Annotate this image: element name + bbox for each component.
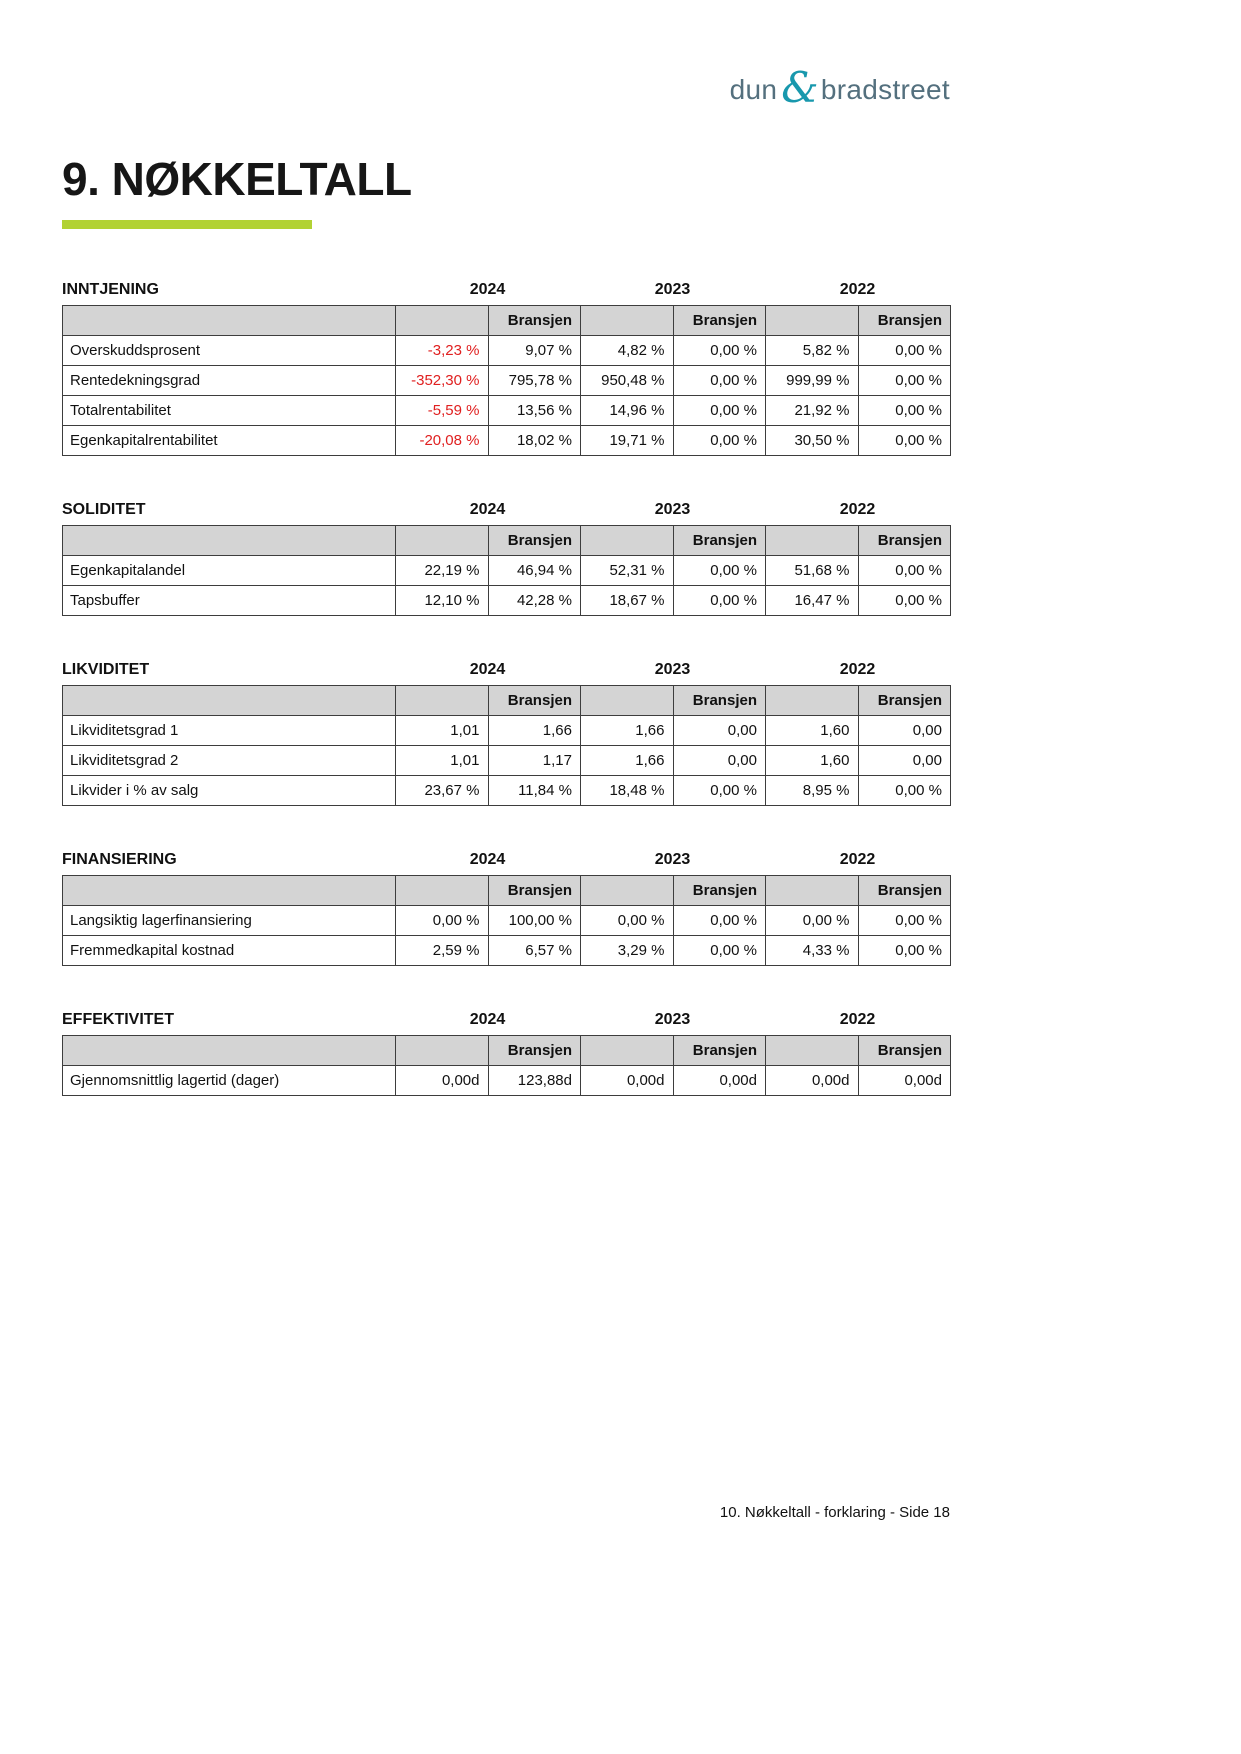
value-cell: 4,33 % <box>766 936 859 966</box>
year-header: 2023 <box>654 501 691 518</box>
bransjen-header-cell: Bransjen <box>858 306 951 336</box>
value-cell: 0,00 % <box>858 586 951 616</box>
value-cell: 18,02 % <box>488 426 581 456</box>
spacer-cell <box>63 526 396 556</box>
spacer-cell <box>396 1036 489 1066</box>
value-cell: 999,99 % <box>766 366 859 396</box>
table-row <box>63 556 951 586</box>
row-label: Totalrentabilitet <box>63 396 396 426</box>
row-label: Likviditetsgrad 2 <box>63 746 396 776</box>
table-row <box>63 716 951 746</box>
value-cell: 0,00 % <box>858 936 951 966</box>
value-cell: 1,01 <box>396 716 489 746</box>
section-title: INNTJENING <box>62 281 159 298</box>
bransjen-header-cell: Bransjen <box>858 876 951 906</box>
value-cell: 0,00 <box>673 746 766 776</box>
year-header: 2024 <box>469 1011 506 1028</box>
value-cell: 22,19 % <box>396 556 489 586</box>
table-row <box>63 906 951 936</box>
value-cell: 23,67 % <box>396 776 489 806</box>
bransjen-header-cell: Bransjen <box>488 1036 581 1066</box>
section-title: LIKVIDITET <box>62 661 150 678</box>
value-cell: 8,95 % <box>766 776 859 806</box>
spacer-cell <box>766 1036 859 1066</box>
year-header: 2023 <box>654 281 691 298</box>
row-label: Tapsbuffer <box>63 586 396 616</box>
value-cell: 11,84 % <box>488 776 581 806</box>
table-header-row <box>63 686 951 716</box>
spacer-cell <box>581 1036 674 1066</box>
logo-row <box>62 0 950 112</box>
value-cell: 1,01 <box>396 746 489 776</box>
table-row <box>63 776 951 806</box>
logo-text-bradstreet: bradstreet <box>820 74 950 105</box>
value-cell: 0,00 % <box>858 906 951 936</box>
kpi-table <box>62 525 951 616</box>
value-cell: -352,30 % <box>396 366 489 396</box>
spacer-cell <box>396 306 489 336</box>
value-cell: 18,67 % <box>581 586 674 616</box>
value-cell: 0,00 % <box>858 556 951 586</box>
bransjen-header-cell: Bransjen <box>673 306 766 336</box>
value-cell: 0,00 % <box>396 906 489 936</box>
value-cell: 0,00 % <box>673 776 766 806</box>
section-effektivitet <box>62 1011 950 1096</box>
row-label: Egenkapitalrentabilitet <box>63 426 396 456</box>
year-header: 2024 <box>469 281 506 298</box>
value-cell: 0,00 % <box>673 556 766 586</box>
spacer-cell <box>766 686 859 716</box>
value-cell: 46,94 % <box>488 556 581 586</box>
spacer-cell <box>581 686 674 716</box>
year-header: 2024 <box>469 501 506 518</box>
bransjen-header-cell: Bransjen <box>673 686 766 716</box>
section-finansiering <box>62 851 950 966</box>
page-footer: 10. Nøkkeltall - forklaring - Side 18 <box>719 1504 950 1521</box>
table-row <box>63 1066 951 1096</box>
row-label: Likviditetsgrad 1 <box>63 716 396 746</box>
value-cell: 1,60 <box>766 746 859 776</box>
kpi-table <box>62 305 951 456</box>
year-header: 2022 <box>839 281 876 298</box>
value-cell: 18,48 % <box>581 776 674 806</box>
year-header: 2022 <box>839 851 876 868</box>
year-header: 2023 <box>654 851 691 868</box>
value-cell: 51,68 % <box>766 556 859 586</box>
table-header-row <box>63 876 951 906</box>
year-header: 2023 <box>654 661 691 678</box>
value-cell: 1,17 <box>488 746 581 776</box>
section-inntjening <box>62 281 950 456</box>
section-title: SOLIDITET <box>62 501 146 518</box>
value-cell: 0,00d <box>858 1066 951 1096</box>
value-cell: 1,60 <box>766 716 859 746</box>
year-header: 2022 <box>839 1011 876 1028</box>
value-cell: 42,28 % <box>488 586 581 616</box>
year-header: 2022 <box>839 661 876 678</box>
value-cell: 0,00d <box>766 1066 859 1096</box>
value-cell: 100,00 % <box>488 906 581 936</box>
value-cell: 16,47 % <box>766 586 859 616</box>
spacer-cell <box>581 306 674 336</box>
dun-bradstreet-logo <box>729 63 950 112</box>
section-title: FINANSIERING <box>62 851 177 868</box>
row-label: Langsiktig lagerfinansiering <box>63 906 396 936</box>
bransjen-header-cell: Bransjen <box>488 876 581 906</box>
value-cell: 0,00 % <box>858 336 951 366</box>
value-cell: 1,66 <box>581 746 674 776</box>
spacer-cell <box>581 876 674 906</box>
table-header-row <box>63 306 951 336</box>
value-cell: 3,29 % <box>581 936 674 966</box>
table-row <box>63 366 951 396</box>
value-cell: 0,00 <box>673 716 766 746</box>
value-cell: 0,00d <box>396 1066 489 1096</box>
table-row <box>63 336 951 366</box>
row-label: Egenkapitalandel <box>63 556 396 586</box>
section-header <box>62 661 950 679</box>
year-header: 2023 <box>654 1011 691 1028</box>
row-label: Overskuddsprosent <box>63 336 396 366</box>
value-cell: 0,00 % <box>858 366 951 396</box>
section-header <box>62 851 950 869</box>
spacer-cell <box>396 876 489 906</box>
table-row <box>63 746 951 776</box>
section-soliditet <box>62 501 950 616</box>
value-cell: 6,57 % <box>488 936 581 966</box>
logo-text-dun: dun <box>729 74 778 105</box>
value-cell: 0,00 % <box>673 396 766 426</box>
value-cell: 950,48 % <box>581 366 674 396</box>
kpi-table <box>62 875 951 966</box>
value-cell: 5,82 % <box>766 336 859 366</box>
value-cell: 795,78 % <box>488 366 581 396</box>
bransjen-header-cell: Bransjen <box>673 1036 766 1066</box>
value-cell: 0,00 % <box>673 336 766 366</box>
value-cell: 0,00 % <box>858 426 951 456</box>
value-cell: 0,00 % <box>673 906 766 936</box>
value-cell: 0,00 % <box>766 906 859 936</box>
value-cell: 2,59 % <box>396 936 489 966</box>
table-header-row <box>63 1036 951 1066</box>
spacer-cell <box>766 876 859 906</box>
title-accent-bar <box>62 220 312 229</box>
value-cell: 0,00d <box>581 1066 674 1096</box>
section-likviditet <box>62 661 950 806</box>
value-cell: 1,66 <box>488 716 581 746</box>
value-cell: 4,82 % <box>581 336 674 366</box>
page-content <box>62 0 950 1096</box>
section-header <box>62 501 950 519</box>
section-header <box>62 1011 950 1029</box>
value-cell: 19,71 % <box>581 426 674 456</box>
value-cell: 30,50 % <box>766 426 859 456</box>
value-cell: 52,31 % <box>581 556 674 586</box>
section-title: EFFEKTIVITET <box>62 1011 174 1028</box>
value-cell: 0,00 % <box>858 776 951 806</box>
value-cell: 0,00 <box>858 716 951 746</box>
table-row <box>63 586 951 616</box>
section-header <box>62 281 950 299</box>
value-cell: -3,23 % <box>396 336 489 366</box>
table-row <box>63 396 951 426</box>
value-cell: 123,88d <box>488 1066 581 1096</box>
bransjen-header-cell: Bransjen <box>488 526 581 556</box>
value-cell: -5,59 % <box>396 396 489 426</box>
kpi-table <box>62 685 951 806</box>
value-cell: 21,92 % <box>766 396 859 426</box>
value-cell: 1,66 <box>581 716 674 746</box>
row-label: Fremmedkapital kostnad <box>63 936 396 966</box>
table-header-row <box>63 526 951 556</box>
bransjen-header-cell: Bransjen <box>858 686 951 716</box>
year-header: 2024 <box>469 851 506 868</box>
value-cell: 0,00d <box>673 1066 766 1096</box>
spacer-cell <box>63 876 396 906</box>
spacer-cell <box>63 686 396 716</box>
bransjen-header-cell: Bransjen <box>488 306 581 336</box>
spacer-cell <box>63 306 396 336</box>
value-cell: 0,00 % <box>673 586 766 616</box>
value-cell: 14,96 % <box>581 396 674 426</box>
table-row <box>63 426 951 456</box>
year-header: 2024 <box>469 661 506 678</box>
spacer-cell <box>766 306 859 336</box>
kpi-table <box>62 1035 951 1096</box>
bransjen-header-cell: Bransjen <box>858 526 951 556</box>
bransjen-header-cell: Bransjen <box>673 526 766 556</box>
value-cell: 13,56 % <box>488 396 581 426</box>
value-cell: 0,00 % <box>858 396 951 426</box>
value-cell: 0,00 % <box>673 426 766 456</box>
row-label: Likvider i % av salg <box>63 776 396 806</box>
logo-ampersand-icon: & <box>781 63 819 112</box>
value-cell: -20,08 % <box>396 426 489 456</box>
table-row <box>63 936 951 966</box>
spacer-cell <box>396 686 489 716</box>
value-cell: 0,00 % <box>581 906 674 936</box>
value-cell: 9,07 % <box>488 336 581 366</box>
sections-container <box>62 281 950 1096</box>
row-label: Gjennomsnittlig lagertid (dager) <box>63 1066 396 1096</box>
spacer-cell <box>396 526 489 556</box>
spacer-cell <box>581 526 674 556</box>
spacer-cell <box>63 1036 396 1066</box>
bransjen-header-cell: Bransjen <box>858 1036 951 1066</box>
year-header: 2022 <box>839 501 876 518</box>
value-cell: 12,10 % <box>396 586 489 616</box>
value-cell: 0,00 <box>858 746 951 776</box>
bransjen-header-cell: Bransjen <box>488 686 581 716</box>
row-label: Rentedekningsgrad <box>63 366 396 396</box>
value-cell: 0,00 % <box>673 366 766 396</box>
page-title: 9. NØKKELTALL <box>62 153 412 205</box>
spacer-cell <box>766 526 859 556</box>
value-cell: 0,00 % <box>673 936 766 966</box>
bransjen-header-cell: Bransjen <box>673 876 766 906</box>
